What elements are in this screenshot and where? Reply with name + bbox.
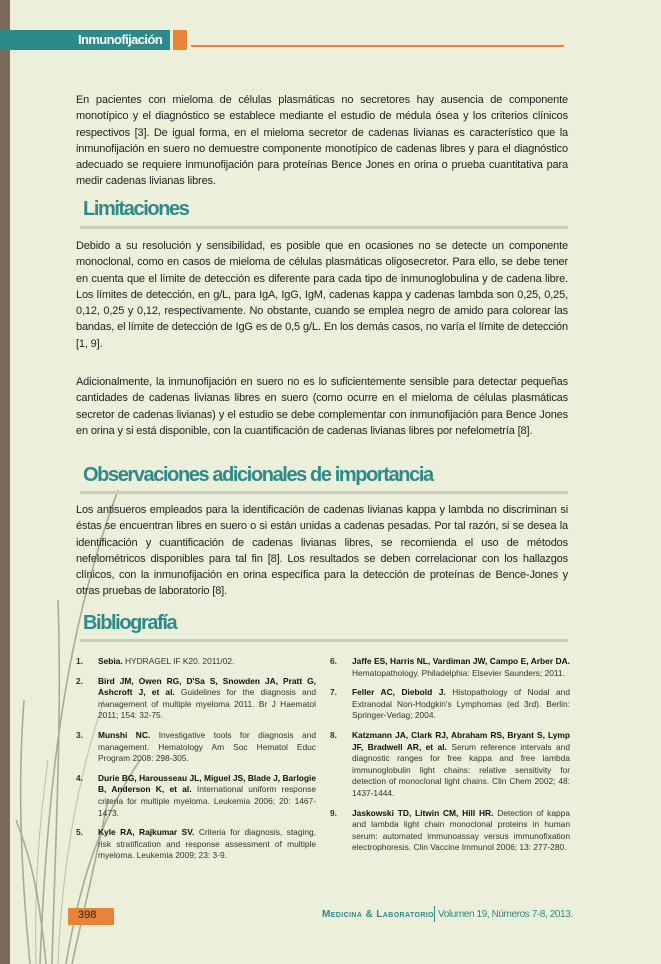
page-number: 398 [78,909,97,921]
reference-item [330,730,570,800]
reference-number: 7. [330,687,337,698]
reference-authors: Bird JM, Owen RG, D'Sa S, Snowden JA, Pratt G, Ashcroft J, et al. [98,675,316,698]
limitaciones-paragraph-1: Debido a su resolución y sensibilidad, es posible que en ocasiones no se detecte un componente monoclonal, como en casos de mieloma de células plasmáticas oligosecretor. Para ello, se debe tener en cuenta que el límite de detección es diferente para cada tipo de inmunoglobulina y de cadena libre. Los límites de detección, en g/L, para IgA, IgG, IgM, cadenas kappa y cadenas lambda son 0,25, 0,25, 0,12, 0,25 y 0,12, respectivamente. No obstante, cuando se emplea negro de amido para colorear las bandas, el límite de detección de IgG es de 0,5 g/L. En los demás casos, no varía el límite de detección [1, 9]. [76,240,568,350]
reference-number: 2. [76,675,83,686]
observaciones-paragraph: Los antisueros empleados para la identificación de cadenas livianas kappa y lambda no discriminan si éstas se encuentran libres en suero o si están unidas a cadenas pesadas. Por tal razón, si se desea la identificación y cuantificación de cadenas livianas libres, se recomienda el uso de métodos nefelométricos disponibles para tal fin [8]. Los resultados se deben correlacionar con los hallazgos clínicos, con la inmunofijación en orina específica para la detección de proteínas de Bence-Jones y otras pruebas de laboratorio [8]. [76,504,568,598]
reference-item [330,656,570,679]
volume-info: Volumen 19, Números 7-8, 2013. [438,909,573,920]
reference-item [76,656,316,668]
limitaciones-paragraph-2: Adicionalmente, la inmunofijación en suero no es lo suficientemente sensible para detectar pequeñas cantidades de cadenas livianas libres en suero (como ocurre en el mieloma de células plasmáticas secretor de cadenas livianas) y el estudio se debe complementar con inmunofijación para Bence Jones en orina y si está disponible, con la cuantificación de cadenas livianas libres por nefelometría [8]. [76,376,568,437]
reference-number: 6. [330,656,337,666]
left-margin-strip [0,0,10,964]
reference-text: Serum reference intervals and diagnostic ranges for free kappa and free lambda immunoglobulin light chains: relative sensitivity for detection of monoclonal light chains. Clin Chem 2002; 48: 1437-1444. [352,741,570,798]
section-header-title: Inmunofijación [78,32,163,47]
reference-number: 9. [330,807,337,818]
reference-authors: Sebia. [98,656,123,666]
bibliografia-heading: Bibliografía [83,612,177,634]
reference-text: Detection of kappa and lambda light chain monoclonal proteins in human serum: automated immunoassay versus immunofixation electrophoresis. Clin Vaccine Immunol 2006; 13: 277-280. [352,807,570,853]
limitaciones-heading: Limitaciones [83,198,189,220]
reference-item [76,827,316,862]
observaciones-heading: Observaciones adicionales de importancia [83,464,433,486]
reference-text: Hematopathology. Philadelphia: Elsevier Saunders; 2011. [352,667,565,678]
header-rule [191,45,564,47]
limitaciones-rule [80,226,568,229]
reference-text: Histopathology of Nodal and Extranodal Non-Hodgkin's Lymphomas (ed 3rd). Berlin: Springer-Verlag; 2004. [352,687,570,721]
reference-item [330,808,570,854]
reference-number: 8. [330,729,337,740]
reference-number: 4. [76,772,83,783]
reference-authors: Munshi NC. [98,729,151,740]
reference-authors: Katzmann JA, Clark RJ, Abraham RS, Bryant S, Lymp JF, Bradwell AR, et al. [352,729,570,752]
reference-text: HYDRAGEL IF K20. 2011/02. [122,656,235,666]
reference-number: 1. [76,656,83,666]
bibliografia-rule [80,639,568,642]
reference-authors: Feller AC, Diebold J. [352,687,446,698]
header-accent-block [173,30,187,50]
footer-separator [434,906,435,922]
observaciones-rule [80,491,568,494]
reference-authors: Kyle RA, Rajkumar SV. [98,827,195,838]
reference-number: 3. [76,729,83,740]
reference-number: 5. [76,827,83,838]
reference-text: Investigative tools for diagnosis and management. Hematology Am Soc Hematol Educ Program 2008: 298-305. [98,729,316,764]
reference-authors: Jaffe ES, Harris NL, Vardiman JW, Campo E, Arber DA. [352,656,570,666]
reference-item [76,676,316,722]
journal-name: Medicina & Laboratorio [322,909,434,920]
intro-paragraph: En pacientes con mieloma de células plasmáticas no secretores hay ausencia de componente monotípico y el diagnóstico se establece mediante el estudio de médula ósea y los criterios clínicos respectivos [3]. De igual forma, en el mieloma secretor de cadenas livianas es característico que la inmunofijación en suero no demuestre componente monotípico de cadenas libres y para el diagnóstico adecuado se requiere inmunofijación para proteínas Bence Jones en orina o prueba cuantitativa para medir cadenas livianas libres. [76,94,568,188]
reference-authors: Durie BG, Harousseau JL, Miguel JS, Blade J, Barlogie B, Anderson K, et al. [98,772,316,795]
bibliography-right-column [330,656,570,862]
reference-item [330,687,570,722]
reference-item [76,773,316,819]
reference-text: Guidelines for the diagnosis and management of multiple myeloma 2011. Br J Haematol 2011; 154: 32-75. [98,687,317,721]
bibliography-left-column [76,656,316,870]
reference-text: Criteria for diagnosis, staging, risk stratification and response assessment of multiple myeloma. Leukemia 2009; 23: 3-9. [98,827,316,861]
reference-authors: Jaskowski TD, Litwin CM, Hill HR. [352,807,494,818]
reference-text: International uniform response criteria for multiple myeloma. Leukemia 2006; 20: 1467-1473. [98,784,316,818]
reference-item [76,730,316,765]
